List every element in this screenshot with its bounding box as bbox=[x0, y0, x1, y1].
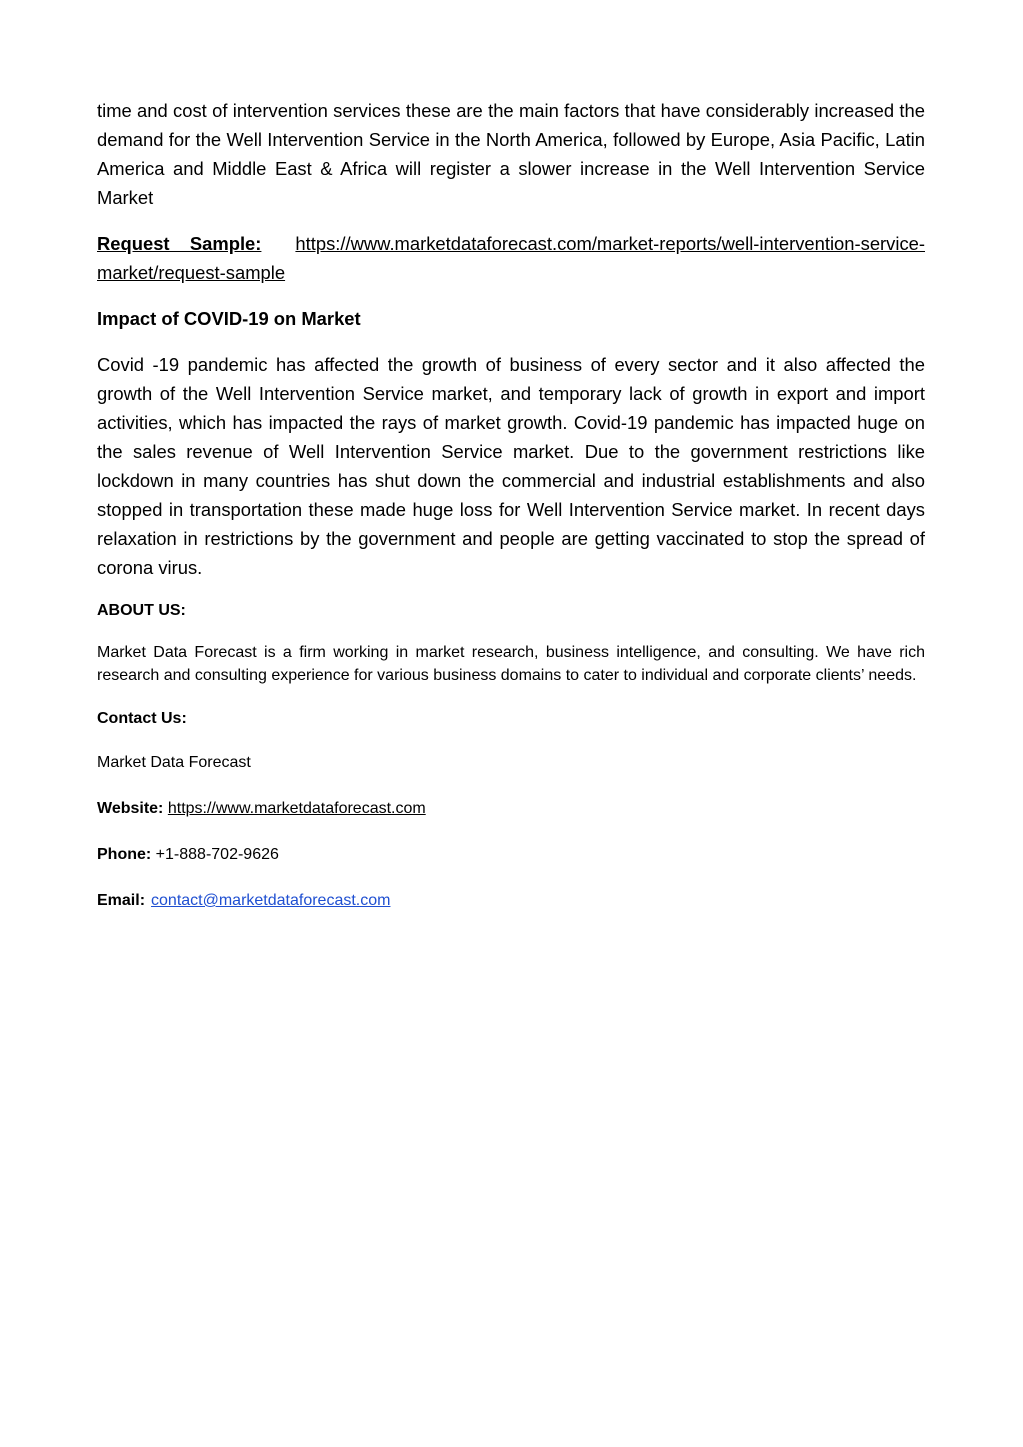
website-link[interactable]: https://www.marketdataforecast.com bbox=[167, 800, 426, 817]
intro-paragraph: time and cost of intervention services these are the main factors that have considerably increased the demand for the Well Intervention Service in the North America, followed by Europe, Asia Pacific, Latin America and Middle East & Africa will register a slower increase in the Well Intervention Service Market bbox=[97, 100, 925, 208]
contact-heading: Contact Us: bbox=[97, 710, 187, 727]
request-sample-line bbox=[97, 229, 925, 287]
request-sample-label: Request Sample: bbox=[97, 233, 262, 254]
email-link[interactable]: contact@marketdataforecast.com bbox=[151, 892, 391, 909]
phone-value: +1-888-702-9626 bbox=[155, 846, 279, 863]
request-sample-link[interactable]: https://www.marketdataforecast.com/market-reports/well-intervention-service-market/request-sample bbox=[97, 233, 925, 283]
contact-phone-line bbox=[97, 843, 925, 867]
phone-label: Phone: bbox=[97, 846, 152, 863]
contact-website-line bbox=[97, 797, 925, 821]
document-page bbox=[97, 96, 925, 935]
about-paragraph: Market Data Forecast is a firm working in market research, business intelligence, and consulting. We have rich research and consulting experience for various business domains to cater to individual and corporate clients’ needs. bbox=[97, 644, 925, 684]
covid-paragraph: Covid -19 pandemic has affected the growth of business of every sector and it also affected the growth of the Well Intervention Service market, and temporary lack of growth in export and import activities, which has impacted the rays of market growth. Covid-19 pandemic has impacted huge on the sales revenue of Well Intervention Service market. Due to the government restrictions like lockdown in many countries has shut down the commercial and industrial establishments and also stopped in transportation these made huge loss for Well Intervention Service market. In recent days relaxation in restrictions by the government and people are getting vaccinated to stop the spread of corona virus. bbox=[97, 354, 925, 578]
contact-email-line bbox=[97, 889, 925, 913]
contact-company: Market Data Forecast bbox=[97, 754, 251, 771]
covid-heading: Impact of COVID-19 on Market bbox=[97, 308, 361, 329]
website-label: Website: bbox=[97, 800, 164, 817]
about-heading: ABOUT US: bbox=[97, 602, 186, 619]
email-label: Email: bbox=[97, 892, 146, 909]
